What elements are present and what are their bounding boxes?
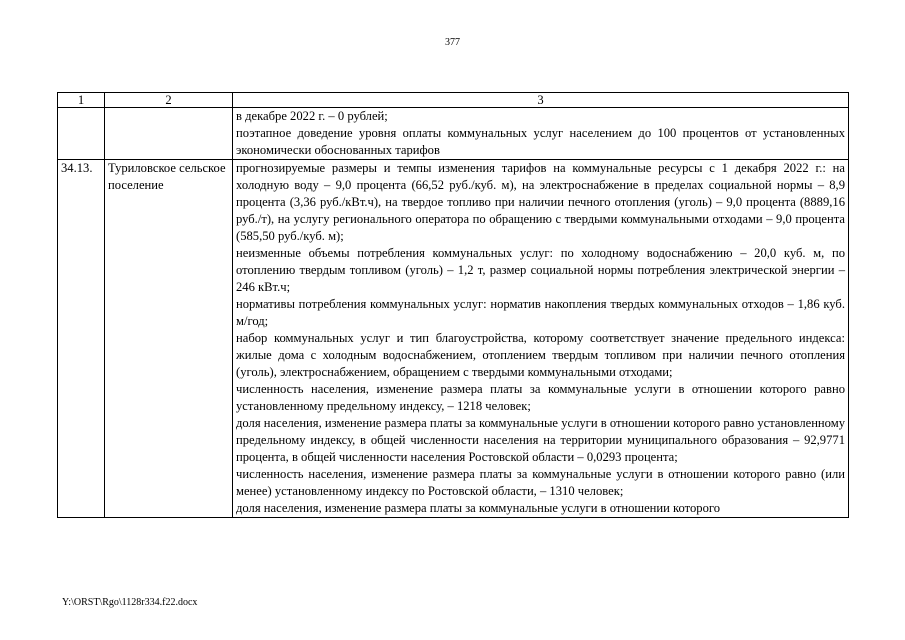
paragraph: в декабре 2022 г. – 0 рублей;	[236, 109, 388, 123]
paragraph: численность населения, изменение размера платы за коммунальные услуги в отношении которого равно установленному предельному индексу, – 1218 человек;	[236, 382, 845, 413]
paragraph: неизменные объемы потребления коммунальных услуг: по холодному водоснабжению – 20,0 куб. м, по отоплению твердым топливом (уголь) – 1,2 т, размер социальной нормы потребления электрической энергии – 246 кВт.ч;	[236, 246, 845, 294]
paragraph: нормативы потребления коммунальных услуг: норматив накопления твердых коммунальных отходов – 1,86 куб. м/год;	[236, 297, 845, 328]
entry-settlement-name: Туриловское сельское поселение	[105, 160, 233, 518]
entry-row	[58, 160, 849, 518]
continuation-name-cell	[105, 108, 233, 160]
header-col-1: 1	[58, 93, 105, 108]
header-col-2: 2	[105, 93, 233, 108]
continuation-row	[58, 108, 849, 160]
paragraph: прогнозируемые размеры и темпы изменения тарифов на коммунальные ресурсы с 1 декабря 2022 г.: на холодную воду – 9,0 процента (66,52 руб./куб. м), на электроснабжение в пределах социальной нормы – 8,9 процента (3,36 руб./кВт.ч), на твердое топливо при наличии печного отопления (уголь) – 9,0 процента (8889,16 руб./т), на услугу регионального оператора по обращению с твердыми коммунальными отходами – 9,0 процента (585,50 руб./куб. м);	[236, 161, 845, 243]
page-number: 377	[445, 37, 460, 48]
paragraph: доля населения, изменение размера платы за коммунальные услуги в отношении которого	[236, 501, 721, 515]
paragraph: поэтапное доведение уровня оплаты коммунальных услуг населением до 100 процентов от установленных экономически обоснованных тарифов	[236, 126, 845, 157]
paragraph: набор коммунальных услуг и тип благоустройства, которому соответствует значение предельного индекса: жилые дома с холодным водоснабжением, отоплением твердым топливом при наличии печного отопления (уголь), электроснабжением, обращением с твердыми коммунальными отходами;	[236, 331, 845, 379]
continuation-number-cell	[58, 108, 105, 160]
paragraph: численность населения, изменение размера платы за коммунальные услуги в отношении которого равно (или менее) установленному индексу по Ростовской области, – 1310 человек;	[236, 467, 845, 498]
continuation-text-cell	[233, 108, 849, 160]
entry-number: 34.13.	[58, 160, 105, 518]
footer-file-path: Y:\ORST\Rgo\1128r334.f22.docx	[62, 597, 198, 608]
document-table	[57, 92, 849, 518]
table-header-row	[58, 93, 849, 108]
entry-text-cell	[233, 160, 849, 518]
header-col-3: 3	[233, 93, 849, 108]
paragraph: доля населения, изменение размера платы за коммунальные услуги в отношении которого равно установленному предельному индексу, в общей численности населения на территории муниципального образования – 92,9771 процента, в общей численности населения Ростовской области – 0,0293 процента;	[236, 416, 845, 464]
